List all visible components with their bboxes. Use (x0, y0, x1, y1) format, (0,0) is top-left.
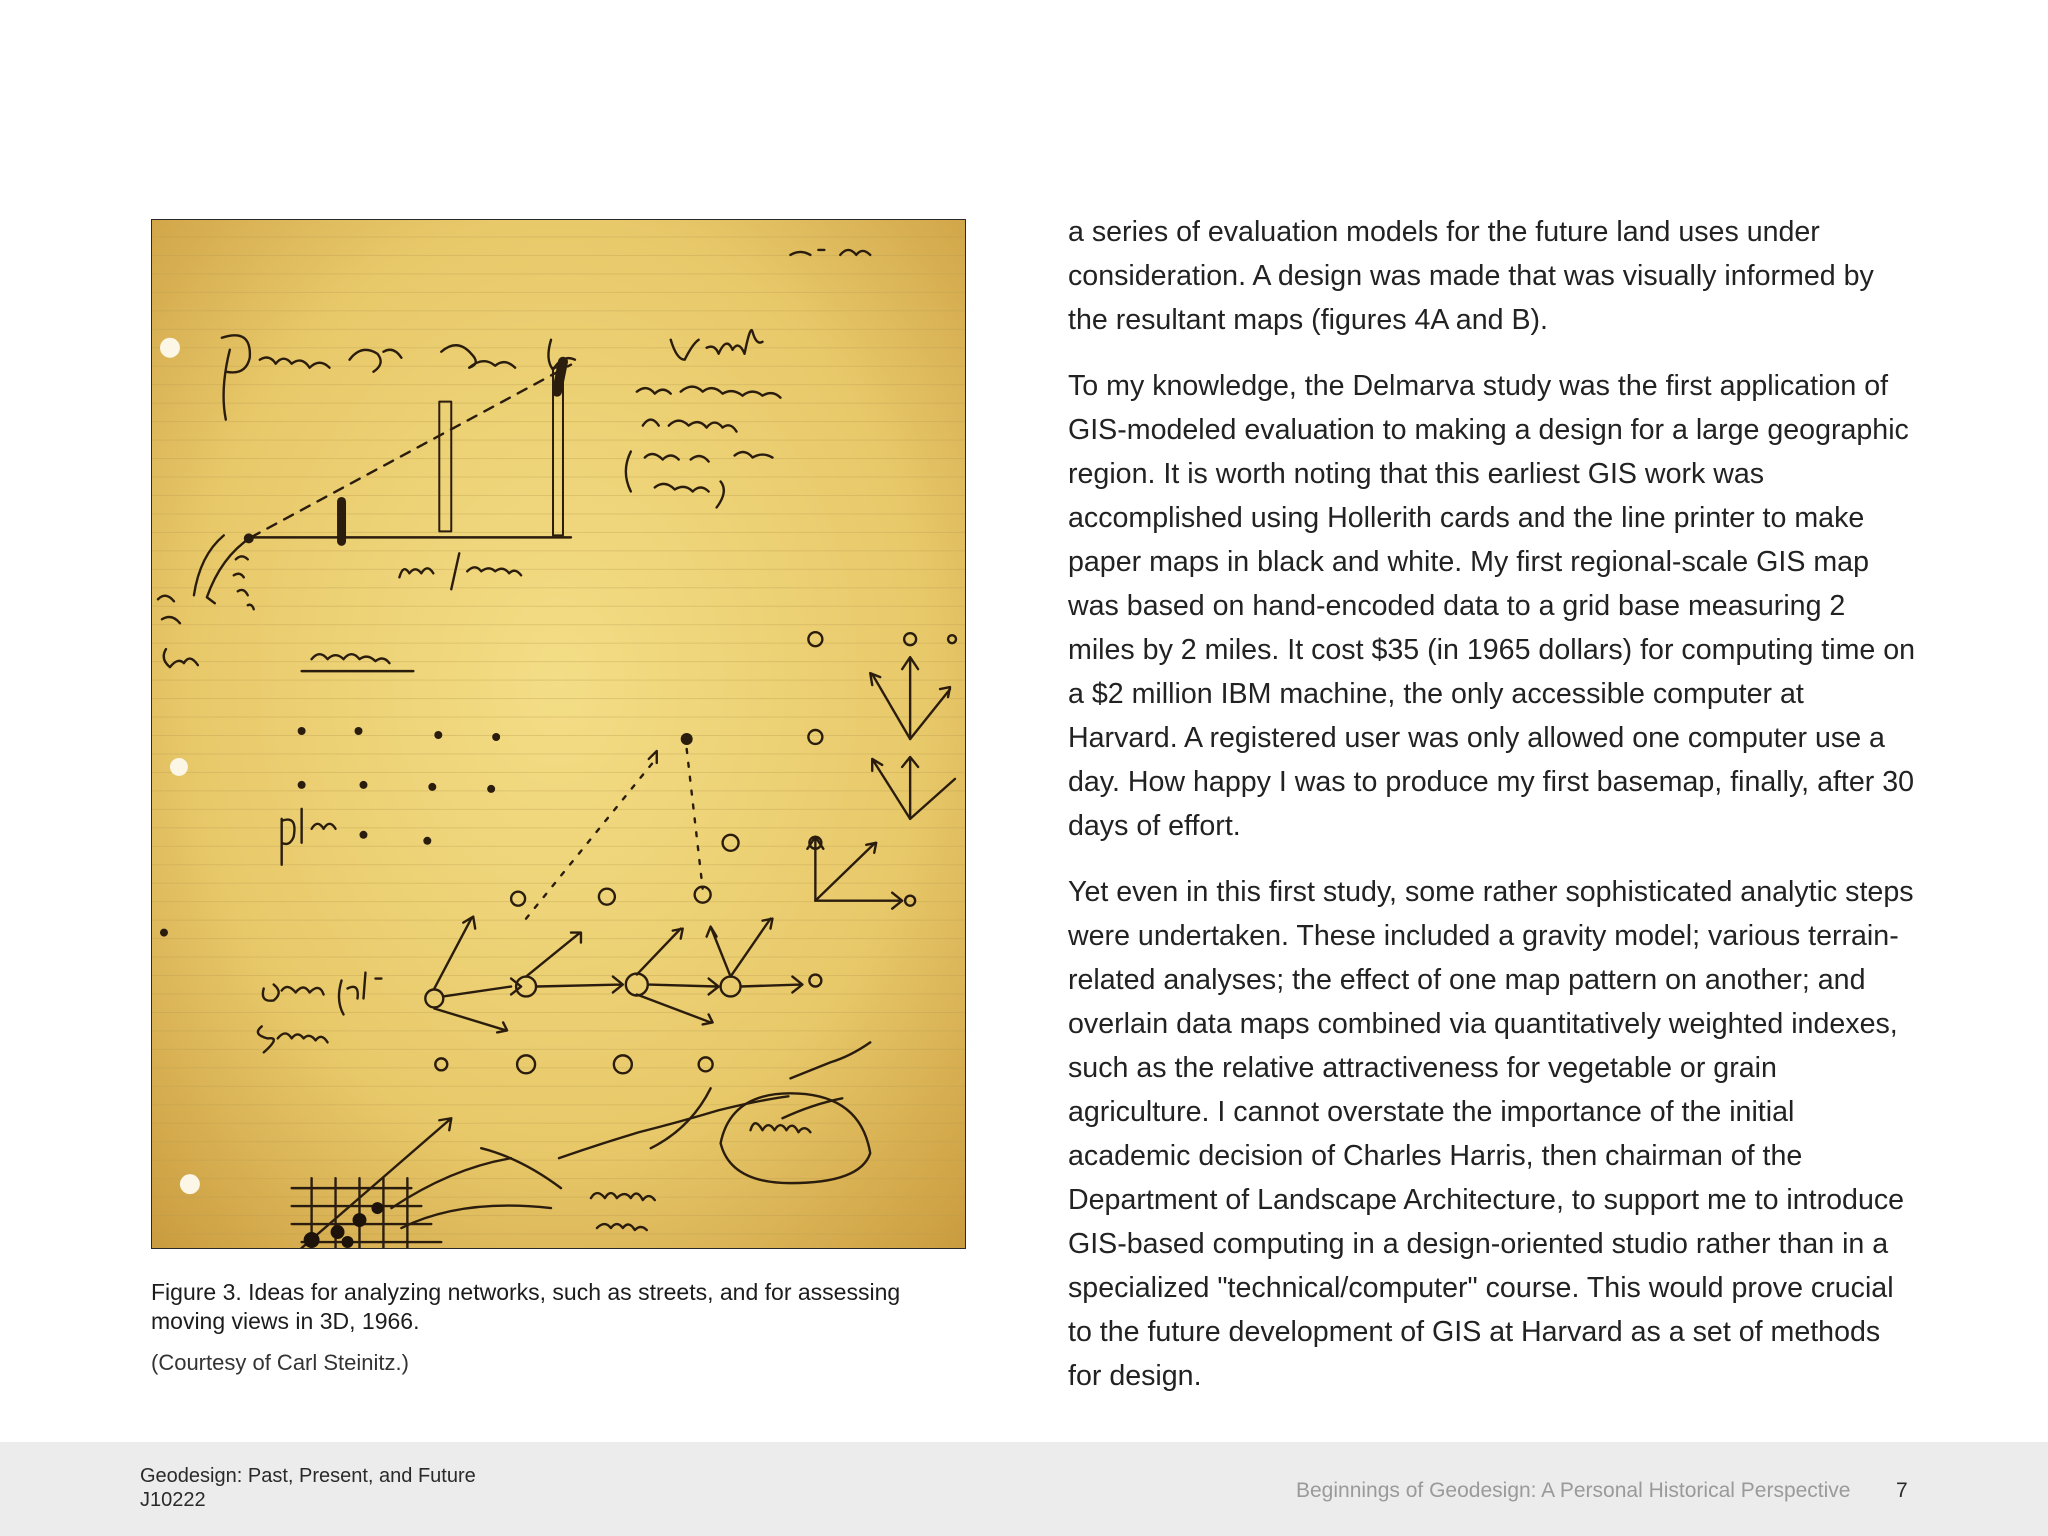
footer-book-info (140, 1464, 476, 1512)
body-text-column (1068, 210, 1918, 1420)
page-footer (0, 1442, 2048, 1536)
figure-caption: Figure 3. Ideas for analyzing networks, such as streets, and for assessing moving views in 3D, 1966. (151, 1279, 901, 1334)
page-number: 7 (1896, 1479, 1908, 1502)
footer-code: J10222 (140, 1489, 206, 1511)
paragraph-3: Yet even in this first study, some rather sophisticated analytic steps were undertaken. These included a gravity model; various terrain-related analyses; the effect of one map pattern on another; and overlain data maps combined via quantitatively weighted indexes, such as the relative attractiveness for vegetable or grain agriculture. I cannot overstate the importance of the initial academic decision of Charles Harris, then chairman of the Department of Landscape Architecture, to support me to introduce GIS-based computing in a design-oriented studio rather than in a specialized "technical/computer" course. This would prove crucial to the future development of GIS at Harvard as a set of methods for design. (1068, 876, 1914, 1392)
paragraph-2: To my knowledge, the Delmarva study was the first application of GIS-modeled evaluation to making a design for a large geographic region. It is worth noting that this earliest GIS work was accomplished using Hollerith cards and the line printer to make paper maps in black and white. My first regional-scale GIS map was based on hand-encoded data to a grid base measuring 2 miles by 2 miles. It cost $35 (in 1965 dollars) for computing time on a $2 million IBM machine, the only accessible computer at Harvard. A registered user was only allowed one computer use a day. How happy I was to produce my first basemap, finally, after 30 days of effort. (1068, 370, 1916, 842)
paragraph-1: a series of evaluation models for the future land uses under consideration. A design was made that was visually informed by the resultant maps (figures 4A and B). (1068, 216, 1874, 336)
handwritten-sketch-image (152, 220, 965, 1248)
footer-book-title: Geodesign: Past, Present, and Future (140, 1465, 476, 1487)
footer-chapter-title: Beginnings of Geodesign: A Personal Historical Perspective (1296, 1479, 1851, 1502)
figure-credit: (Courtesy of Carl Steinitz.) (151, 1350, 409, 1375)
sketch-figure (151, 219, 966, 1249)
